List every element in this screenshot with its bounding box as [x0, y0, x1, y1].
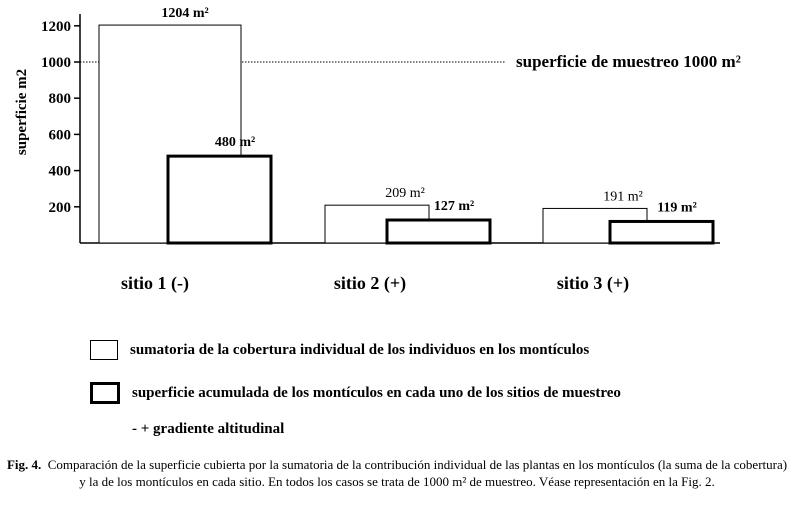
legend-label-thick: superficie acumulada de los montículos en cada uno de los sitios de muestreo	[132, 384, 621, 401]
legend-label-thin: sumatoria de la cobertura individual de los individuos en los montículos	[130, 341, 590, 358]
data-label-thick: 480 m²	[214, 135, 256, 151]
bar-thick	[168, 156, 271, 243]
y-tick-label: 400	[48, 163, 71, 180]
y-tick-label: 800	[48, 91, 71, 108]
x-category-label: sitio 1 (-)	[121, 273, 189, 293]
y-tick-label: 1200	[41, 18, 71, 35]
legend-swatch-thin	[90, 340, 118, 360]
caption-text: Comparación de la superficie cubierta por la sumatoria de la contribución individual de las plantas en los montículos (la suma de la cobertura) y la de los montículos en cada sitio. En todos los casos se trata de 1000 m² de muestreo. Véase representación en la Fig. 2.	[47, 457, 788, 489]
legend-item-thick	[90, 382, 621, 404]
reference-line-label: superficie de muestreo 1000 m²	[516, 52, 741, 71]
y-tick-label: 1000	[41, 55, 71, 71]
y-tick-label: 600	[48, 127, 71, 144]
legend-item-thin	[90, 340, 589, 360]
bar-thick	[610, 221, 713, 243]
bar-thick	[387, 220, 490, 243]
data-label-thin: 209 m²	[385, 186, 425, 202]
figure-caption	[4, 456, 790, 490]
data-label-thick: 127 m²	[433, 199, 475, 215]
data-label-thin: 191 m²	[603, 189, 643, 205]
x-category-label: sitio 3 (+)	[556, 273, 630, 293]
gradient-label: - + gradiente altitudinal	[132, 421, 285, 437]
legend-swatch-thick	[90, 382, 120, 404]
y-axis-label: superficie m2	[14, 68, 30, 156]
data-label-thin: 1204 m²	[161, 6, 209, 22]
data-label-thick: 119 m²	[657, 200, 697, 216]
caption-prefix: Fig. 4.	[6, 457, 42, 472]
y-tick-label: 200	[48, 199, 71, 216]
x-category-label: sitio 2 (+)	[333, 273, 407, 293]
